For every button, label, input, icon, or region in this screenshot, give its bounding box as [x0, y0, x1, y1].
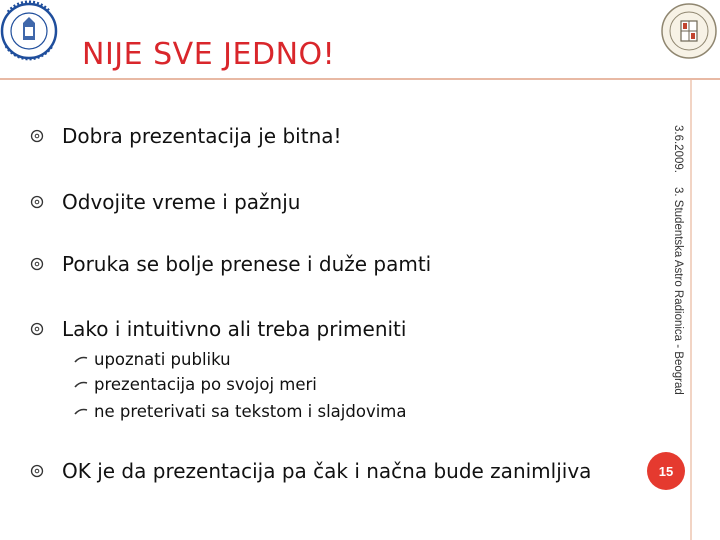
page-number-badge: 15 [647, 452, 685, 490]
sub-bullet-text: upoznati publiku [94, 350, 231, 369]
hollow-flower-bullet-icon [30, 195, 44, 209]
bullet-item [30, 124, 342, 148]
hollow-flower-bullet-icon [30, 322, 44, 336]
sub-bullet-item [74, 350, 231, 369]
header-divider [0, 78, 720, 80]
swoosh-bullet-icon [74, 355, 88, 365]
astronomy-society-logo [660, 2, 718, 60]
hollow-flower-bullet-icon [30, 129, 44, 143]
bullet-text: OK je da prezentacija pa čak i načna bude zanimljiva [62, 459, 592, 483]
bullet-item [30, 459, 591, 483]
swoosh-bullet-icon [74, 380, 88, 390]
sub-bullet-item [74, 375, 317, 394]
sub-bullet-item [74, 402, 406, 421]
event-name: 3. Studentska Astro Radionica - Beograd [672, 187, 684, 395]
sidebar-divider [690, 80, 692, 540]
sub-bullet-text: prezentacija po svojoj meri [94, 375, 317, 394]
sub-bullet-text: ne preterivati sa tekstom i slajdovima [94, 402, 407, 421]
bullet-text: Lako i intuitivno ali treba primeniti [62, 317, 407, 341]
bullet-item [30, 252, 431, 276]
bullet-text: Poruka se bolje prenese i duže pamti [62, 252, 432, 276]
bullet-item [30, 190, 300, 214]
hollow-flower-bullet-icon [30, 257, 44, 271]
slide-title: NIJE SVE JEDNO! [82, 37, 336, 72]
bullet-text: Dobra prezentacija je bitna! [62, 124, 342, 148]
sidebar-footer [668, 125, 688, 415]
hollow-flower-bullet-icon [30, 464, 44, 478]
swoosh-bullet-icon [74, 407, 88, 417]
bullet-item [30, 317, 406, 341]
university-seal-logo [0, 0, 58, 66]
slide-date: 3.6.2009. [672, 125, 684, 173]
bullet-text: Odvojite vreme i pažnju [62, 190, 301, 214]
